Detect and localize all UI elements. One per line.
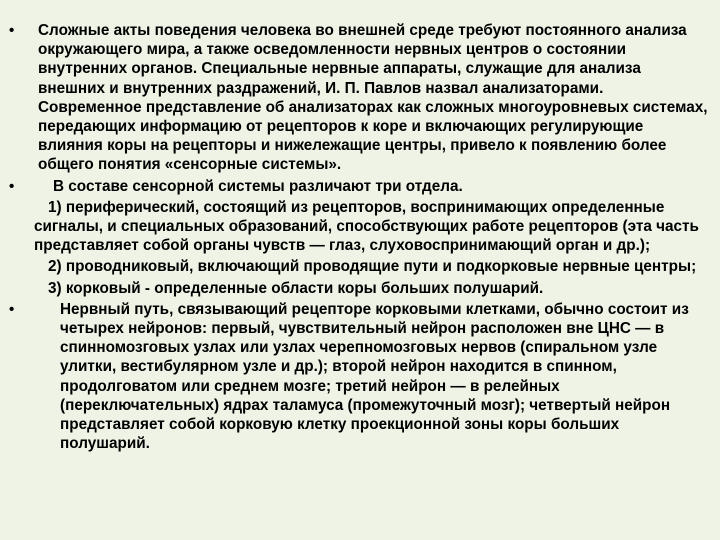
list-item-cortical: 3) корковый - определенные области коры больших полушарий. bbox=[48, 279, 544, 297]
bullet-icon: • bbox=[9, 177, 15, 195]
bullet-paragraph-1 bbox=[9, 21, 708, 175]
list-item-conductive: 2) проводниковый, включающий проводящие пути и подкорковые нервные центры; bbox=[48, 258, 697, 276]
paragraph-neural-pathway: Нервный путь, связывающий рецепторе корковыми клетками, обычно состоит из четырех нейронов: первый, чувствительный нейрон расположен вне ЦНС — в спинномозговых узлах или узлах черепномозговых нервов (спиральном узле улитки, вестибулярном узле и др.); второй нейрон находится в спинном, продолговатом или среднем мозге; третий нейрон — в релейных (переключательных) ядрах таламуса (промежуточный мозг); четвертый нейрон представляет собой корковую клетку проекционной зоны коры больших полушарий. bbox=[60, 300, 689, 453]
bullet-paragraph-2 bbox=[9, 177, 708, 196]
list-item-peripheral: 1) периферический, состоящий из рецепторов, воспринимающих определенные сигналы, и специальных образований, способствующих работе рецепторов (эта часть представляет собой органы чувств — глаз, слуховоспринимающий орган и др.); bbox=[34, 198, 699, 255]
paragraph-analyzers: Сложные акты поведения человека во внешней среде требуют постоянного анализа окружающего мира, а также осведомленности нервных центров о состоянии внутренних органов. Специальные нервные аппараты, служащие для анализа внешних и внутренних раздражений, И. П. Павлов назвал анализаторами. Современное представление об анализаторах как сложных многоуровневых системах, передающих информацию от рецепторов к коре и включающих регулирующие влияния коры на рецепторы и нижележащие центры, привело к появлению более общего понятия «сенсорные системы». bbox=[38, 22, 708, 174]
paragraph-sensory-system-parts: В составе сенсорной системы различают три отдела. bbox=[53, 177, 463, 195]
bullet-icon: • bbox=[9, 300, 15, 318]
bullet-icon: • bbox=[9, 22, 15, 39]
bullet-paragraph-3 bbox=[9, 300, 708, 454]
